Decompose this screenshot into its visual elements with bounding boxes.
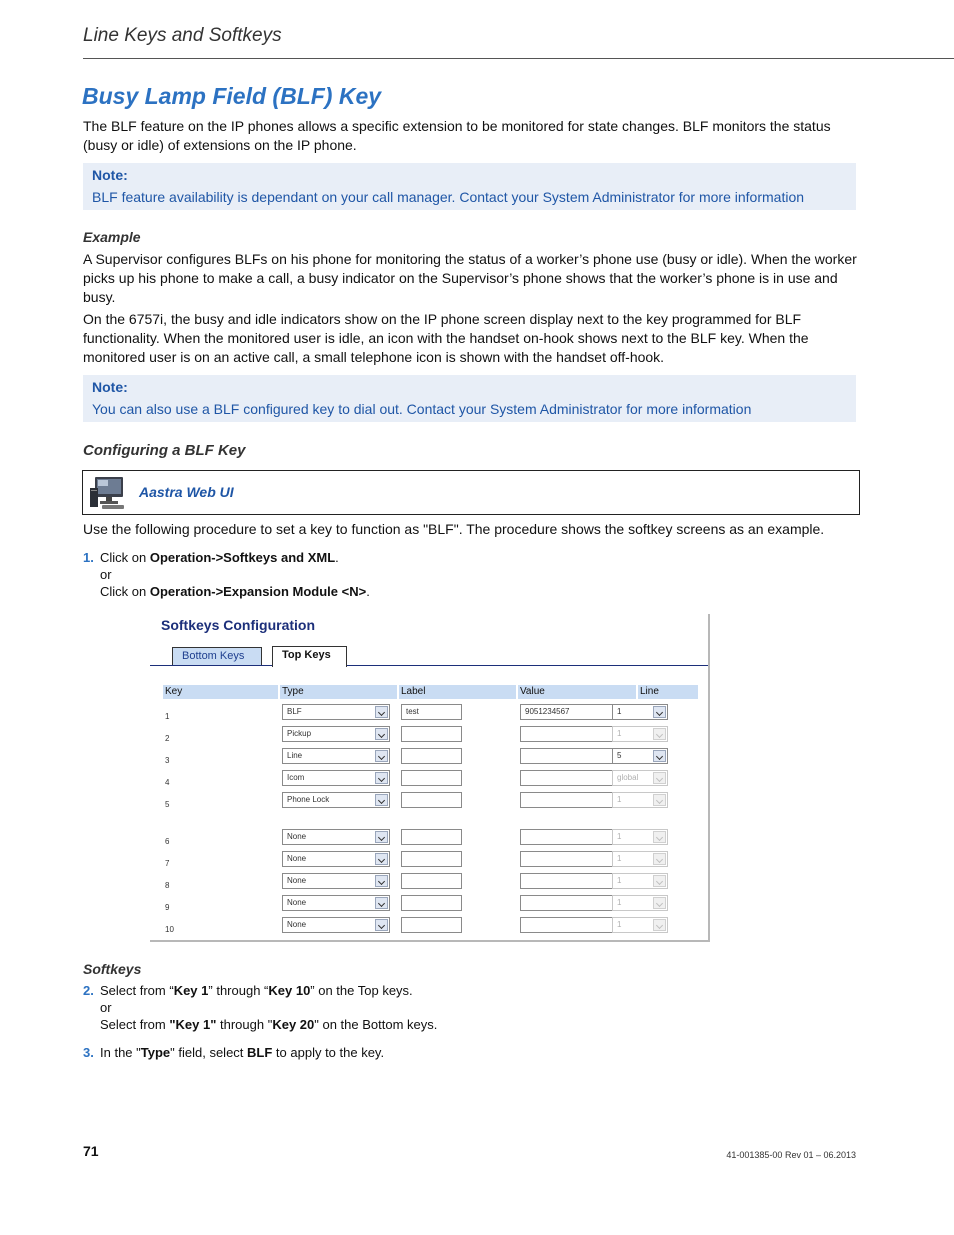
value-input[interactable]	[520, 748, 616, 764]
value-input[interactable]	[520, 792, 616, 808]
menu-path: Operation->Softkeys and XML	[149, 550, 336, 565]
column-header-value: Value	[518, 685, 636, 699]
document-revision: 41-001385-00 Rev 01 – 06.2013	[726, 1150, 856, 1160]
note-box-1	[83, 163, 856, 210]
line-select	[612, 726, 668, 742]
chevron-down-icon	[375, 919, 388, 931]
line-select[interactable]	[612, 704, 668, 720]
config-heading: Configuring a BLF Key	[83, 442, 246, 459]
line-select	[612, 851, 668, 867]
example-paragraph-2: On the 6757i, the busy and idle indicators show on the IP phone screen display next to the key programmed for BLF functionality. When the monitored user is idle, an icon with the handset on-hook shows next to the BLF key. When the monitored user is on an active call, a small telephone icon is shown with the handset off-hook.	[83, 311, 809, 365]
type-select[interactable]	[282, 851, 390, 867]
label-input[interactable]	[401, 770, 462, 786]
type-select-value: None	[287, 832, 307, 841]
web-ui-callout	[82, 470, 860, 515]
type-select-value: Phone Lock	[287, 795, 330, 804]
label-input[interactable]	[401, 873, 462, 889]
menu-path: Operation->Expansion Module <N>	[149, 584, 367, 599]
web-ui-label: Aastra Web UI	[139, 484, 234, 500]
step-number: 2.	[83, 983, 94, 998]
row-key-number: 3	[165, 756, 170, 765]
tab-top-keys[interactable]: Top Keys	[272, 646, 347, 667]
line-select	[612, 829, 668, 845]
row-key-number: 9	[165, 903, 170, 912]
type-select[interactable]	[282, 895, 390, 911]
row-key-number: 10	[165, 925, 174, 934]
softkeys-config-screenshot	[150, 614, 710, 942]
label-input[interactable]	[401, 895, 462, 911]
label-input[interactable]	[401, 851, 462, 867]
type-select[interactable]	[282, 873, 390, 889]
label-input[interactable]	[401, 748, 462, 764]
line-select-value: 1	[617, 854, 622, 863]
intro-paragraph: The BLF feature on the IP phones allows a specific extension to be monitored for state changes. BLF monitors the status (busy or idle) of extensions on the IP phone.	[83, 118, 831, 153]
value-input[interactable]	[520, 726, 616, 742]
row-key-number: 6	[165, 837, 170, 846]
chevron-down-icon	[375, 750, 388, 762]
line-select-value: 1	[617, 832, 622, 841]
line-select-value: 1	[617, 898, 622, 907]
example-heading: Example	[83, 229, 141, 245]
label-input[interactable]	[401, 726, 462, 742]
screenshot-title: Softkeys Configuration	[161, 617, 316, 633]
chevron-down-icon	[653, 794, 666, 806]
running-header: Line Keys and Softkeys	[83, 25, 282, 46]
row-key-number: 1	[165, 712, 170, 721]
type-select-value: Line	[287, 751, 303, 760]
row-key-number: 7	[165, 859, 170, 868]
line-select-value: 1	[617, 920, 622, 929]
tab-rule	[150, 665, 708, 666]
value-input[interactable]	[520, 917, 616, 933]
label-input[interactable]	[401, 792, 462, 808]
type-select-value: None	[287, 876, 307, 885]
type-select-value: None	[287, 920, 307, 929]
value-input[interactable]	[520, 851, 616, 867]
chevron-down-icon	[653, 897, 666, 909]
line-select-value: 1	[617, 707, 622, 716]
row-key-number: 8	[165, 881, 170, 890]
column-header-label: Label	[399, 685, 516, 699]
label-input[interactable]	[401, 829, 462, 845]
line-select	[612, 792, 668, 808]
type-select[interactable]	[282, 829, 390, 845]
header-rule	[83, 58, 954, 59]
chevron-down-icon	[375, 853, 388, 865]
step-number: 1.	[83, 550, 94, 565]
row-key-number: 4	[165, 778, 170, 787]
chevron-down-icon	[653, 750, 666, 762]
line-select-value: 5	[617, 751, 622, 760]
column-header-key: Key	[163, 685, 278, 699]
label-input[interactable]	[401, 917, 462, 933]
type-select[interactable]	[282, 726, 390, 742]
line-select-value: global	[617, 773, 639, 782]
note-label: Note:	[92, 379, 128, 395]
note-text: BLF feature availability is dependant on your call manager. Contact your System Administrator for more information	[92, 189, 805, 205]
line-select-value: 1	[617, 795, 622, 804]
type-select-value: None	[287, 854, 307, 863]
chevron-down-icon	[375, 875, 388, 887]
chevron-down-icon	[653, 831, 666, 843]
row-key-number: 2	[165, 734, 170, 743]
value-input[interactable]	[520, 770, 616, 786]
value-input[interactable]: 9051234567	[520, 704, 616, 720]
line-select	[612, 895, 668, 911]
type-select-value: Icom	[287, 773, 305, 782]
value-input[interactable]	[520, 895, 616, 911]
chevron-down-icon	[375, 794, 388, 806]
page-title: Busy Lamp Field (BLF) Key	[82, 83, 382, 109]
chevron-down-icon	[653, 853, 666, 865]
step-2: 2. Select from “Key 1” through “Key 10” on the Top keys. or Select from "Key 1" through "Key 20" on the Bottom keys.	[83, 983, 438, 1032]
chevron-down-icon	[375, 897, 388, 909]
chevron-down-icon	[653, 706, 666, 718]
line-select	[612, 917, 668, 933]
type-select-value: None	[287, 898, 307, 907]
line-select	[612, 770, 668, 786]
line-select	[612, 873, 668, 889]
step-1: 1. Click on Operation->Softkeys and XML. or Click on Operation->Expansion Module <N>.	[83, 550, 370, 599]
type-select[interactable]	[282, 748, 390, 764]
procedure-intro: Use the following procedure to set a key to function as "BLF". The procedure shows the softkey screens as an example.	[83, 521, 825, 537]
page-number: 71	[83, 1143, 99, 1159]
note-box-2	[83, 375, 856, 422]
chevron-down-icon	[375, 772, 388, 784]
chevron-down-icon	[375, 706, 388, 718]
line-select[interactable]	[612, 748, 668, 764]
chevron-down-icon	[375, 728, 388, 740]
value-input[interactable]	[520, 829, 616, 845]
chevron-down-icon	[653, 772, 666, 784]
label-input[interactable]: test	[401, 704, 462, 720]
step-number: 3.	[83, 1045, 94, 1060]
type-select-value: BLF	[287, 707, 302, 716]
type-select-value: Pickup	[287, 729, 312, 738]
tab-bottom-keys[interactable]: Bottom Keys	[172, 647, 262, 666]
row-key-number: 5	[165, 800, 170, 809]
note-text: You can also use a BLF configured key to dial out. Contact your System Administrator for more information	[92, 401, 752, 417]
chevron-down-icon	[653, 919, 666, 931]
chevron-down-icon	[653, 728, 666, 740]
type-select[interactable]	[282, 917, 390, 933]
value-input[interactable]	[520, 873, 616, 889]
type-select[interactable]	[282, 770, 390, 786]
line-select-value: 1	[617, 876, 622, 885]
type-select[interactable]	[282, 792, 390, 808]
note-label: Note:	[92, 167, 128, 183]
column-header-type: Type	[280, 685, 397, 699]
chevron-down-icon	[375, 831, 388, 843]
line-select-value: 1	[617, 729, 622, 738]
example-paragraph-1: A Supervisor configures BLFs on his phone for monitoring the status of a worker’s phone use (busy or idle). When the worker picks up his phone to make a call, a busy indicator on the Supervisor’s phone shows that the worker’s phone is in use and busy.	[83, 251, 857, 305]
step-3: 3. In the "Type" field, select BLF to apply to the key.	[83, 1045, 385, 1060]
type-select[interactable]	[282, 704, 390, 720]
chevron-down-icon	[653, 875, 666, 887]
column-header-line: Line	[638, 685, 698, 699]
computer-icon	[89, 476, 127, 510]
softkeys-caption: Softkeys	[83, 961, 142, 977]
